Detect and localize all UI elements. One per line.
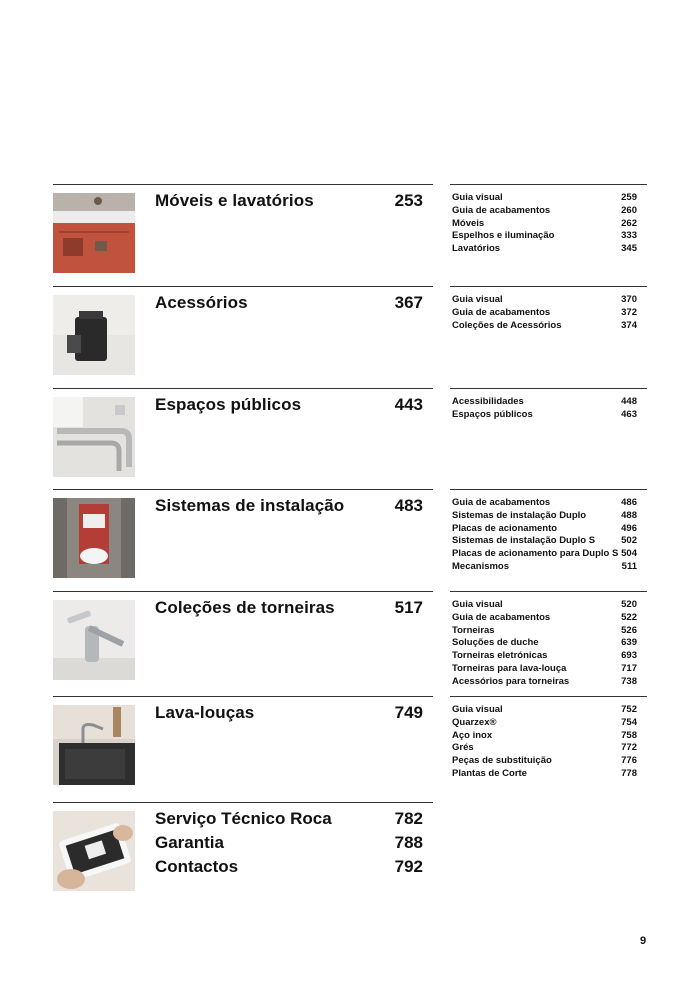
subsection-item[interactable] [452,320,637,333]
subsection-page: 639 [621,637,637,649]
chrome-faucet-photo [53,600,135,680]
subsection-item[interactable] [452,676,637,689]
section-rule [53,489,433,490]
subsection-item[interactable] [452,218,637,231]
subsection-page: 260 [621,204,637,216]
subsection-label: Guia visual [452,599,503,610]
subsection-page: 776 [621,755,637,767]
subsection-item[interactable] [452,510,637,523]
subsection-page: 448 [621,396,637,407]
subsection-item[interactable] [452,663,637,676]
section-rule [53,286,433,287]
subsection-page: 496 [621,522,637,534]
section-page-number: 483 [394,496,423,515]
subsection-page: 772 [621,742,637,754]
subsection-list [452,599,637,689]
subsection-item[interactable] [452,192,637,205]
subsection-item[interactable] [452,755,637,768]
subsection-list [452,704,637,781]
tablet-service-photo [53,811,135,891]
subsection-page: 488 [621,509,637,521]
section-page-number: 749 [394,703,423,722]
subsection-label: Guia de acabamentos [452,497,551,508]
kitchen-sink-photo [53,705,135,785]
section-page-number: 443 [394,395,423,414]
subsection-label: Grés [452,742,474,754]
subsection-item[interactable] [452,730,637,743]
subsection-label: Lavatórios [452,243,501,255]
page-folio: 9 [640,935,647,947]
subsection-list [452,192,637,256]
subsection-label: Mecanismos [452,560,510,572]
subsection-label: Sistemas de instalação Duplo S [452,535,596,547]
subsection-page: 372 [621,306,637,318]
subsection-page: 752 [621,704,637,715]
section-page-number: 253 [394,191,423,210]
subsection-page: 333 [621,230,637,242]
subsection-item[interactable] [452,497,637,510]
subsection-label: Coleções de Acessórios [452,319,562,331]
subsection-page: 504 [621,548,637,560]
subsection-label: Acessibilidades [452,396,524,407]
subsection-item[interactable] [452,637,637,650]
subsection-item[interactable] [452,768,637,781]
subsection-item[interactable] [452,409,637,422]
section-rule [53,591,433,592]
subsection-label: Torneiras [452,624,495,636]
subsection-item[interactable] [452,561,637,574]
section-title[interactable]: Sistemas de instalação [155,496,345,515]
subsection-page: 511 [621,560,637,572]
subsection-item[interactable] [452,396,637,409]
section-rule [53,802,433,803]
section-title[interactable]: Acessórios [155,293,248,312]
section-title[interactable]: Espaços públicos [155,395,302,414]
section-rule [53,696,433,697]
subsection-page: 758 [621,729,637,741]
subsection-list [452,294,637,332]
subsection-label: Espelhos e iluminação [452,230,555,242]
section-page-number: 367 [394,293,423,312]
subsection-label: Plantas de Corte [452,767,527,779]
subsection-label: Guia visual [452,294,503,305]
subsection-label: Guia de acabamentos [452,204,551,216]
subsection-label: Móveis [452,217,485,229]
subsection-label: Guia de acabamentos [452,611,551,623]
section-title[interactable]: Móveis e lavatórios [155,191,314,210]
subsection-label: Torneiras eletrónicas [452,650,548,662]
subsection-label: Guia visual [452,704,503,715]
section-rule [450,184,647,185]
section-title[interactable]: Lava-louças [155,703,255,722]
vanity-unit-photo [53,193,135,273]
subsection-label: Aço inox [452,729,493,741]
subsection-item[interactable] [452,230,637,243]
subsection-item[interactable] [452,704,637,717]
subsection-item[interactable] [452,243,637,256]
subsection-page: 345 [621,243,637,255]
subsection-label: Guia de acabamentos [452,306,551,318]
subsection-page: 522 [621,611,637,623]
subsection-label: Guia visual [452,192,503,203]
subsection-page: 754 [621,716,637,728]
contacts-page-number: 792 [394,857,423,876]
subsection-label: Quarzex® [452,716,497,728]
subsection-item[interactable] [452,548,637,561]
subsection-item[interactable] [452,205,637,218]
grab-bar-photo [53,397,135,477]
subsection-page: 738 [621,675,637,687]
subsection-item[interactable] [452,742,637,755]
black-wall-accessory-photo [53,295,135,375]
section-page-number: 517 [394,598,423,617]
subsection-label: Sistemas de instalação Duplo [452,509,587,521]
subsection-label: Peças de substituição [452,755,552,767]
subsection-label: Placas de acionamento para Duplo S [452,548,619,560]
section-rule [450,286,647,287]
service-page-number: 782 [394,809,423,828]
section-rule [450,591,647,592]
subsection-label: Soluções de duche [452,637,539,649]
subsection-label: Placas de acionamento [452,522,558,534]
subsection-page: 717 [621,662,637,674]
subsection-page: 502 [621,535,637,547]
section-rule [53,388,433,389]
subsection-item[interactable] [452,599,637,612]
subsection-list [452,497,637,574]
concealed-cistern-photo [53,498,135,578]
subsection-label: Espaços públicos [452,408,533,420]
subsection-item[interactable] [452,625,637,638]
subsection-item[interactable] [452,650,637,663]
subsection-page: 520 [621,599,637,610]
subsection-page: 262 [621,217,637,229]
subsection-page: 778 [621,767,637,779]
section-rule [450,696,647,697]
subsection-page: 370 [621,294,637,305]
subsection-item[interactable] [452,535,637,548]
section-rule [53,184,433,185]
service-title[interactable]: Serviço Técnico Roca [155,809,332,828]
subsection-page: 374 [621,319,637,331]
subsection-label: Torneiras para lava-louça [452,662,567,674]
subsection-page: 463 [621,408,637,420]
section-rule [450,489,647,490]
warranty-page-number: 788 [394,833,423,852]
subsection-page: 526 [621,624,637,636]
subsection-page: 693 [621,650,637,662]
subsection-label: Acessórios para torneiras [452,675,570,687]
warranty-title[interactable]: Garantia [155,833,224,852]
section-title[interactable]: Coleções de torneiras [155,598,335,617]
section-rule [450,388,647,389]
subsection-page: 259 [621,192,637,203]
subsection-item[interactable] [452,612,637,625]
subsection-item[interactable] [452,294,637,307]
contacts-title[interactable]: Contactos [155,857,239,876]
subsection-item[interactable] [452,717,637,730]
subsection-list [452,396,637,422]
subsection-page: 486 [621,497,637,508]
subsection-item[interactable] [452,307,637,320]
subsection-item[interactable] [452,523,637,536]
